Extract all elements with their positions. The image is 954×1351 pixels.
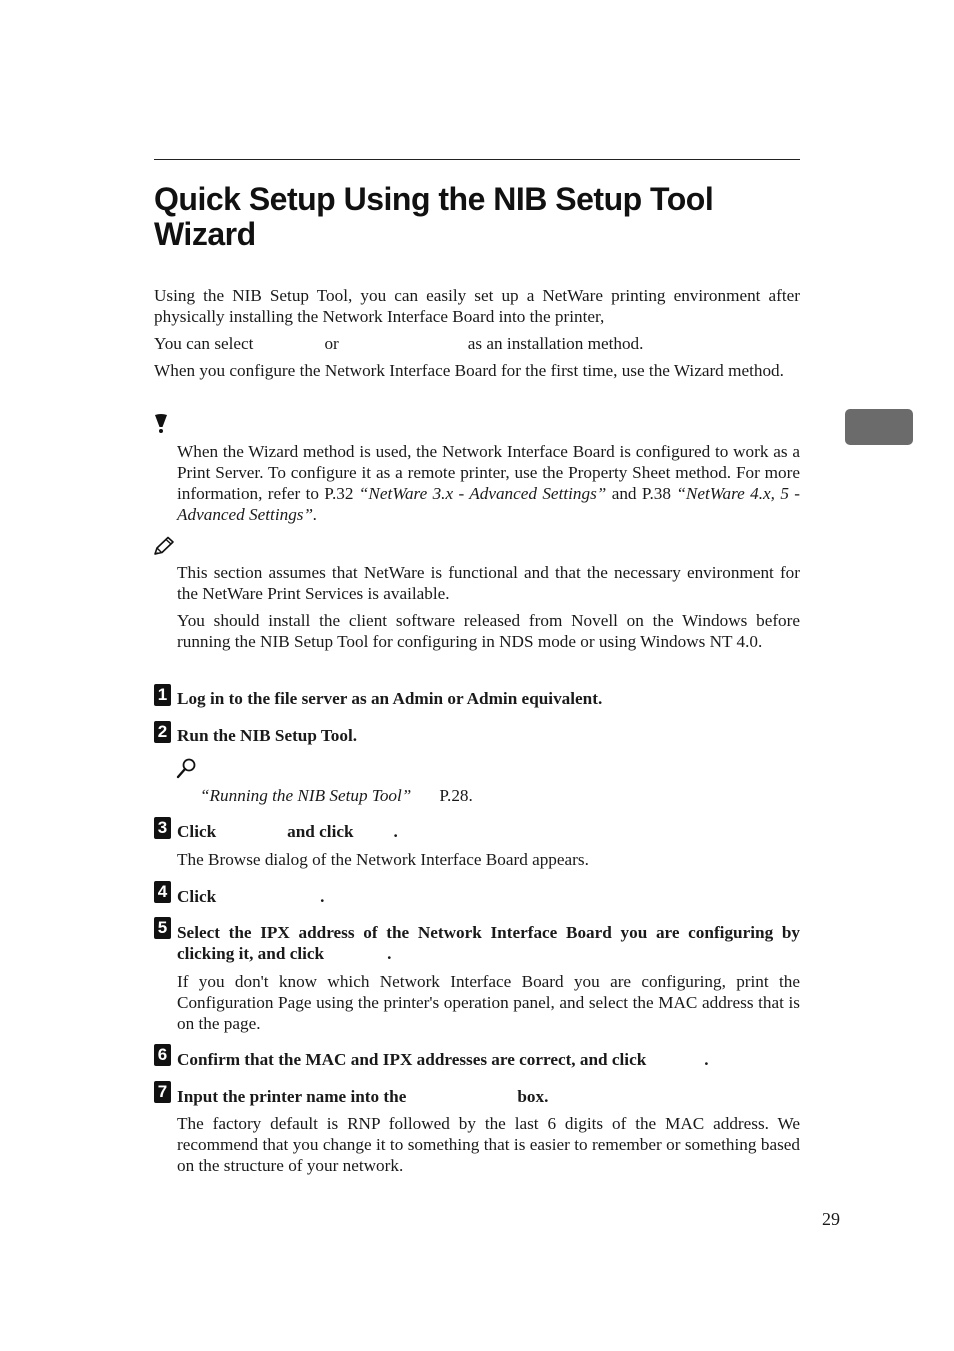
step-4-number: 4 [154, 881, 171, 903]
page-title: Quick Setup Using the NIB Setup Tool Wizard [154, 181, 714, 252]
step-6-part-b: . [704, 1050, 709, 1069]
step-5-number: 5 [154, 917, 171, 939]
select-end: as an installation method. [467, 334, 644, 353]
step-5-description: If you don't know which Network Interface Board you are configuring, print the Configuration Page using the printer's operation panel, and select the MAC address that is on the page. [177, 972, 800, 1033]
step-4-text [177, 886, 800, 907]
step-3-description: The Browse dialog of the Network Interface Board appears. [177, 850, 589, 869]
select-start: You can select [154, 334, 254, 353]
step-3-number: 3 [154, 817, 171, 839]
note-paragraph-1: This section assumes that NetWare is functional and that the necessary environment for the NetWare Print Services is available. [177, 563, 800, 603]
step-5-text [177, 922, 800, 964]
pencil-note-icon [153, 536, 175, 556]
header-rule [154, 159, 800, 160]
select-mid: or [324, 334, 339, 353]
step-1-number: 1 [154, 684, 171, 706]
intro-paragraph: Using the NIB Setup Tool, you can easily set up a NetWare printing environment after physically installing the Network Interface Board into the printer, [154, 286, 800, 326]
select-method-line [154, 333, 800, 354]
step-6-number: 6 [154, 1044, 171, 1066]
important-and-text: and P.38 [611, 484, 671, 503]
step-3-text [177, 821, 800, 842]
first-time-paragraph: When you configure the Network Interface Board for the first time, use the Wizard method. [154, 361, 784, 380]
important-ref-advanced-3x: “NetWare 3.x - Advanced Settings” [358, 484, 607, 503]
important-end: . [313, 505, 318, 524]
step-5-part-a: Select the IPX address of the Network Interface Board you are configuring by clicking it, and click [177, 923, 800, 963]
step-7-part-b: box. [517, 1087, 549, 1106]
important-text: When the Wizard method is used, the Network Interface Board is configured to work as a Print Server. To configure it as a remote printer, use the Property Sheet method. For more information, refer to P.32 [177, 442, 800, 503]
step-7-part-a: Input the printer name into the [177, 1087, 407, 1106]
important-icon [153, 414, 169, 434]
step-6-part-a: Confirm that the MAC and IPX addresses are correct, and click [177, 1050, 647, 1069]
step-2-number: 2 [154, 721, 171, 743]
step-3-part-a: Click [177, 822, 217, 841]
page-number: 29 [822, 1209, 840, 1229]
reference-page: P.28. [439, 786, 473, 805]
step-3-part-c: . [393, 822, 398, 841]
note-paragraph-2: You should install the client software released from Novell on the Windows before running the NIB Setup Tool for configuring in NDS mode or using Windows NT 4.0. [177, 611, 800, 651]
step-4-part-a: Click [177, 887, 217, 906]
step-1-text: Log in to the file server as an Admin or Admin equivalent. [177, 689, 603, 708]
step-7-number: 7 [154, 1081, 171, 1103]
important-ref-advanced-4x5: “NetWare 4.x, 5 - Advanced Settings” [177, 484, 800, 524]
chapter-thumb-tab [845, 409, 913, 445]
step-5-part-b: . [387, 944, 392, 963]
step-6-text [177, 1049, 800, 1070]
step-4-part-b: . [320, 887, 325, 906]
reference-title: “Running the NIB Setup Tool” [200, 786, 412, 805]
step-2-text: Run the NIB Setup Tool. [177, 726, 358, 745]
step-3-part-b: and click [287, 822, 354, 841]
step-7-description: The factory default is RNP followed by the last 6 digits of the MAC address. We recommend that you change it to something that is easier to remember or something based on the structure of your network. [177, 1114, 800, 1175]
step-7-text [177, 1086, 800, 1107]
reference-line [200, 785, 800, 806]
magnifier-reference-icon [176, 757, 198, 779]
important-paragraph [177, 441, 800, 525]
